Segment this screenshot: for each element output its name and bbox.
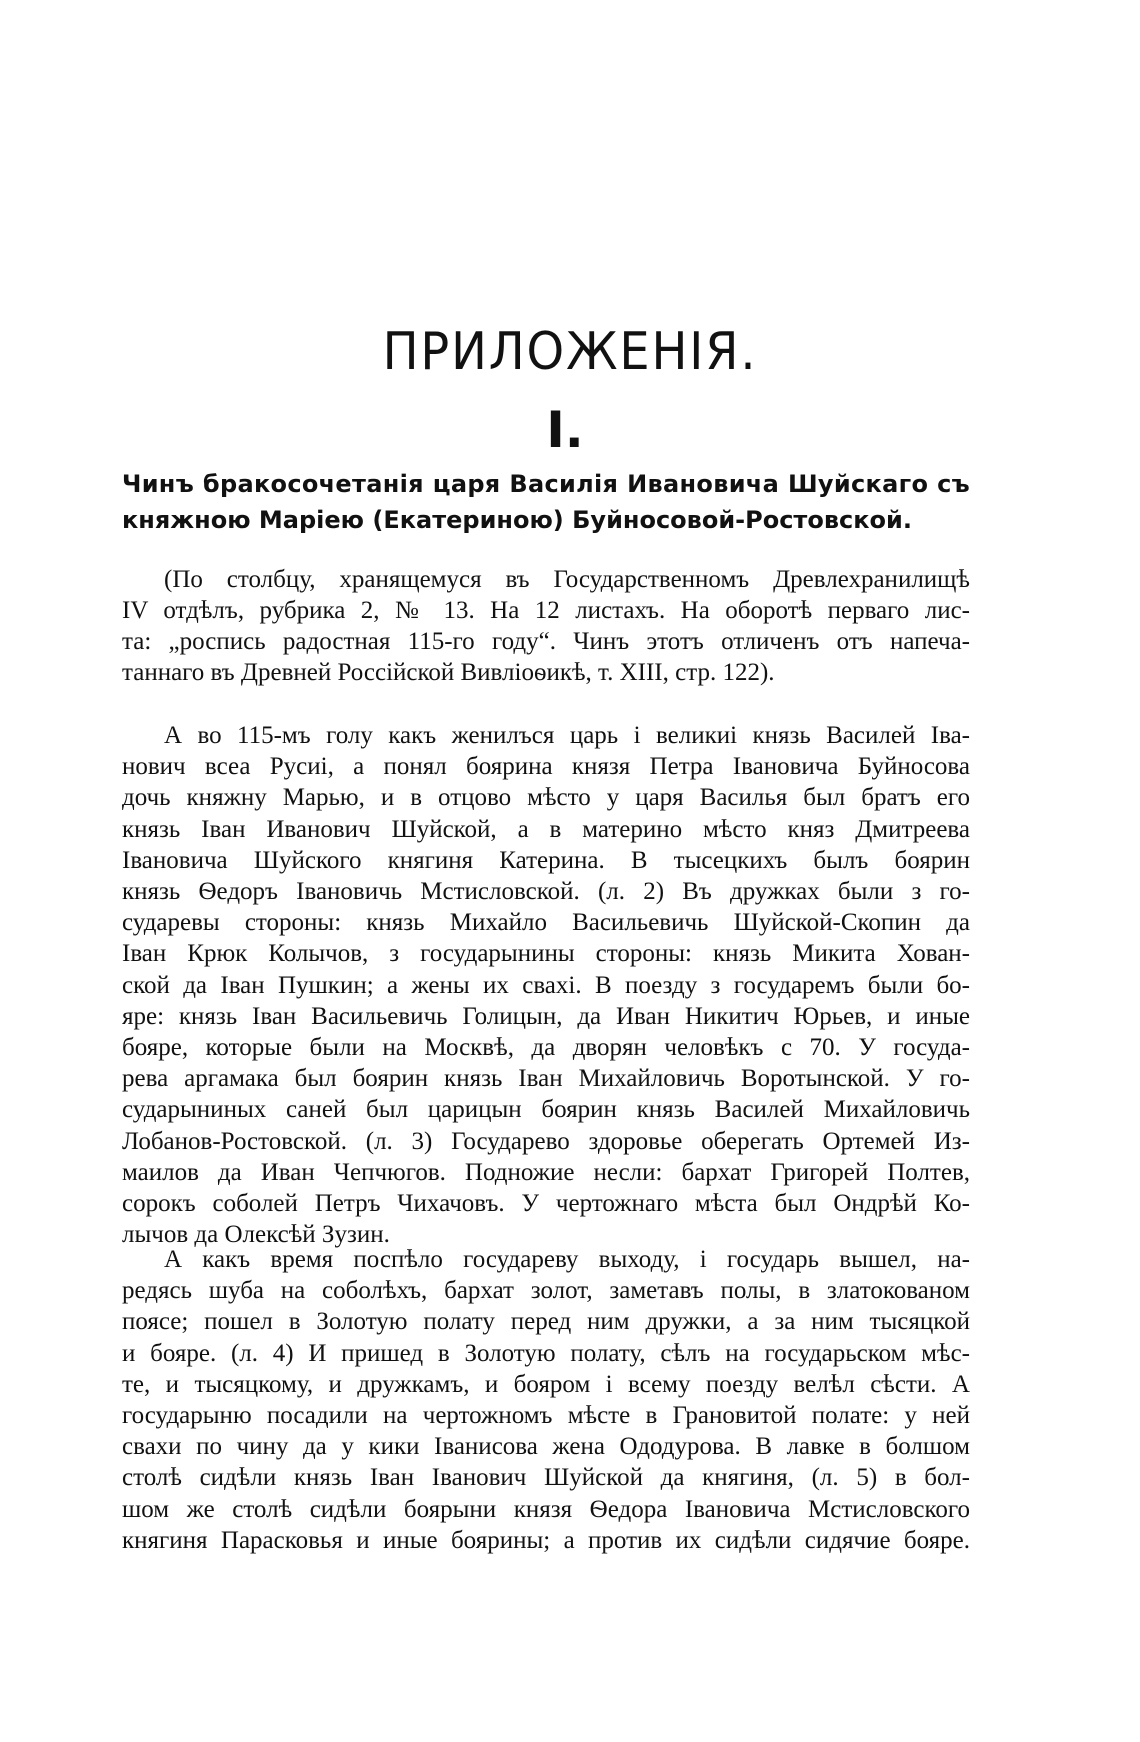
text-line: государыню посадили на чертожномъ мѣсте в Грановитой полате: у ней [122,1402,970,1430]
note-line: IV отдѣлъ, рубрика 2, № 13. На 12 листахъ. На оборотѣ перваго лис- [122,597,970,624]
heading-line: Чинъ бракосочетанія царя Василія Ивановича Шуйскаго съ [122,470,970,498]
section-heading [122,466,970,538]
text-line: свахи по чину да у кики Іванисова жена Ододурова. В лавке в болшом [122,1433,970,1461]
text-line: Івановича Шуйского княгиня Катерина. В тысецкихъ былъ боярин [122,846,970,874]
heading-line: княжною Маріею (Екатериною) Буйносовой-Ростовской. [122,506,912,534]
text-line: шом же столѣ сидѣли боярыни князя Ѳедора Івановича Мстисловского [122,1495,970,1523]
text-line: те, и тысяцкому, и дружкамъ, и бояром і всему поезду велѣл сѣсти. А [122,1370,970,1398]
source-note [122,564,970,688]
body-paragraph-1 [122,720,970,1250]
text-line: А во 115-мъ голу какъ женилъся царь і великиі князь Василей Іва- [164,722,970,749]
text-line: нович всеа Русиі, а понял боярина князя Петра Івановича Буйносова [122,753,970,781]
text-line: княгиня Парасковья и иные боярины; а против их сидѣли сидячие бояре. [122,1526,970,1554]
text-line: лычов да Олексѣй Зузин. [122,1221,390,1249]
text-line: Іван Крюк Колычов, з государынины стороны: князь Микита Хован- [122,940,970,968]
text-line: яре: князь Іван Васильевичь Голицын, да Иван Никитич Юрьев, и иные [122,1002,970,1030]
section-number: I. [546,401,584,459]
text-line: князь Ѳедоръ Івановичь Мстисловской. (л. 2) Въ дружках были з го- [122,878,970,906]
text-line: сударыниных саней был царицын боярин князь Василей Михайловичь [122,1096,970,1124]
text-line: рева аргамака был боярин князь Іван Михайловичь Воротынской. У го- [122,1065,970,1093]
text-line: ской да Іван Пушкин; а жены их свахі. В поезду з государемъ были бо- [122,971,970,999]
text-line: поясе; пошел в Золотую полату перед ним дружки, а за ним тысяцкой [122,1308,970,1336]
note-line: (По столбцу, хранящемуся въ Государственномъ Древлехранилищѣ [164,566,970,593]
note-line: та: „роспись радостная 115-го году“. Чинъ этотъ отличенъ отъ напеча- [122,628,970,655]
text-line: А какъ время поспѣло государеву выходу, і государь вышел, на- [164,1246,970,1273]
body-paragraph-2 [122,1244,970,1556]
text-line: Лобанов-Ростовской. (л. 3) Государево здоровье оберегать Ортемей Из- [122,1127,970,1155]
text-line: сорокъ соболей Петръ Чихачовъ. У чертожнаго мѣста был Ондрѣй Ко- [122,1190,970,1218]
page-title: ПРИЛОЖЕНІЯ. [382,322,758,382]
text-line: князь Іван Иванович Шуйской, а в материно мѣсто княз Дмитреева [122,815,970,843]
text-line: редясь шуба на соболѣхъ, бархат золот, заметавъ полы, в златокованом [122,1277,970,1305]
text-line: и бояре. (л. 4) И пришед в Золотую полату, сѣлъ на государьском мѣс- [122,1339,970,1367]
text-line: столѣ сидѣли князь Іван Іванович Шуйской да княгиня, (л. 5) в бол- [122,1464,970,1492]
text-line: сударевы стороны: князь Михайло Васильевичь Шуйской-Скопин да [122,909,970,937]
text-line: бояре, которые были на Москвѣ, да дворян человѣкъ с 70. У госуда- [122,1034,970,1062]
text-line: дочь княжну Марью, и в отцово мѣсто у царя Василья был братъ его [122,784,970,812]
note-line: таннаго въ Древней Россійской Вивліоѳикѣ, т. XIII, стр. 122). [122,659,775,686]
text-line: маилов да Иван Чепчюгов. Подножие несли: бархат Григорей Полтев, [122,1158,970,1186]
